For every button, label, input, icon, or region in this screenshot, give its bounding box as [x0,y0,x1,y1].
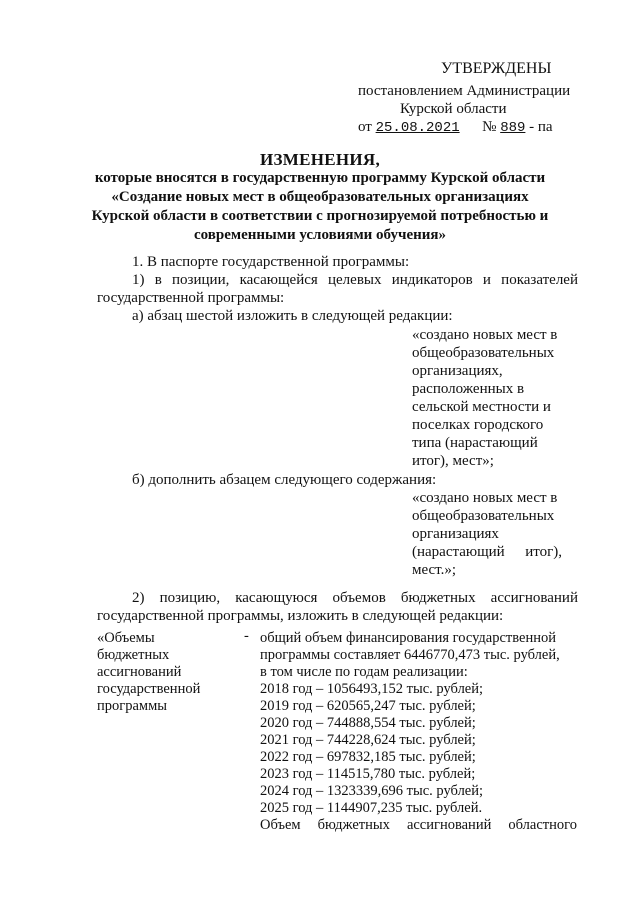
item-1-a-quote-3: организациях, [412,363,503,379]
table-left-2: бюджетных [97,647,170,663]
item-2-w6: ассигнований [490,590,578,606]
table-year-2021: 2021 год – 744228,624 тыс. рублей; [260,732,476,748]
item-1-a-quote-6: поселках городского [412,417,544,433]
approval-line-1: постановлением Администрации [358,83,571,99]
table-right-3: в том числе по годам реализации: [260,664,468,680]
table-right-2: программы составляет 6446770,473 тыс. рублей, [260,647,560,663]
doc-subtitle-4: современными условиями обучения» [193,227,447,243]
item-1-sub1-w2: позиции, [172,272,230,288]
table-year-2025: 2025 год – 1144907,235 тыс. рублей. [260,800,483,816]
table-last-w3: ассигнований [406,817,492,833]
approval-suffix: - па [529,119,553,135]
table-last-w1: Объем [260,817,301,833]
item-1-sub1-w5: индикаторов [391,272,473,288]
doc-subtitle-2: «Создание новых мест в общеобразовательных организациях [111,189,529,205]
table-year-2019: 2019 год – 620565,247 тыс. рублей; [260,698,476,714]
table-right-1: общий объем финансирования государственной [260,630,556,646]
item-1-b-quote-1: «создано новых мест в [412,490,558,506]
item-2-cont: государственной программы, изложить в следующей редакции: [97,608,504,624]
table-dash: - [244,628,249,644]
item-2-w3: касающуюся [235,590,318,606]
item-2-w4: объемов [332,590,386,606]
item-1-a-quote-2: общеобразовательных [412,345,555,361]
item-1-a-quote-7: типа (нарастающий [412,435,538,451]
table-year-2018: 2018 год – 1056493,152 тыс. рублей; [260,681,484,697]
table-year-2024: 2024 год – 1323339,696 тыс. рублей; [260,783,484,799]
table-last-w2: бюджетных [317,817,390,833]
item-1-sub1-cont: государственной программы: [97,290,285,306]
item-1-a-text: а) абзац шестой изложить в следующей редакции: [132,308,453,324]
item-1-b-quote-4 [412,544,562,560]
item-1-sub1-num: 1) [132,272,145,288]
item-1-b-quote-3: организациях [412,526,499,542]
table-left-5: программы [97,698,167,714]
doc-subtitle-1: которые вносятся в государственную программу Курской области [94,170,546,186]
item-1-a-quote-5: сельской местности и [412,399,551,415]
item-1-b-quote-4b: итог), [525,544,562,560]
table-right-last [260,817,577,834]
doc-title: ИЗМЕНЕНИЯ, [259,150,381,169]
item-1-a-quote-4: расположенных в [412,381,525,397]
table-left-3: ассигнований [97,664,182,680]
item-2-w5: бюджетных [400,590,476,606]
approval-date: 25.08.2021 [375,120,460,136]
item-1-b-quote-4a: (нарастающий [412,544,505,560]
item-1-b-quote-2: общеобразовательных [412,508,555,524]
item-2-w1: 2) [132,590,145,606]
item-1-b-quote-5: мест.»; [412,562,457,578]
item-1-text: 1. В паспорте государственной программы: [132,254,410,270]
item-1-sub1-w3: касающейся [239,272,318,288]
item-1-b-text: б) дополнить абзацем следующего содержания: [132,472,437,488]
item-1-sub1-w4: целевых [328,272,382,288]
item-1-sub1-w1: в [154,272,162,288]
table-year-2023: 2023 год – 114515,780 тыс. рублей; [260,766,476,782]
approval-number: 889 [500,120,526,136]
table-year-2022: 2022 год – 697832,185 тыс. рублей; [260,749,476,765]
item-1-sub1-w6: и [482,272,491,288]
doc-subtitle-3: Курской области в соответствии с прогнозируемой потребностью и [91,208,549,224]
approval-heading: УТВЕРЖДЕНЫ [441,60,552,77]
table-year-2020: 2020 год – 744888,554 тыс. рублей; [260,715,476,731]
approval-line-2: Курской области [400,101,507,117]
table-left-1: «Объемы [97,630,155,646]
table-left-4: государственной [97,681,201,697]
item-1-a-quote-8: итог), мест»; [412,453,494,469]
approval-date-line [358,119,553,136]
approval-from-label: от [358,119,372,135]
item-1-a-quote-1: «создано новых мест в [412,327,558,343]
item-2-line [132,590,578,606]
item-2-w2: позицию, [159,590,221,606]
item-1-sub1-line [132,272,578,288]
item-1-sub1-w7: показателей [501,272,578,288]
approval-number-label: № [482,119,497,135]
table-last-w4: областного [508,817,577,833]
